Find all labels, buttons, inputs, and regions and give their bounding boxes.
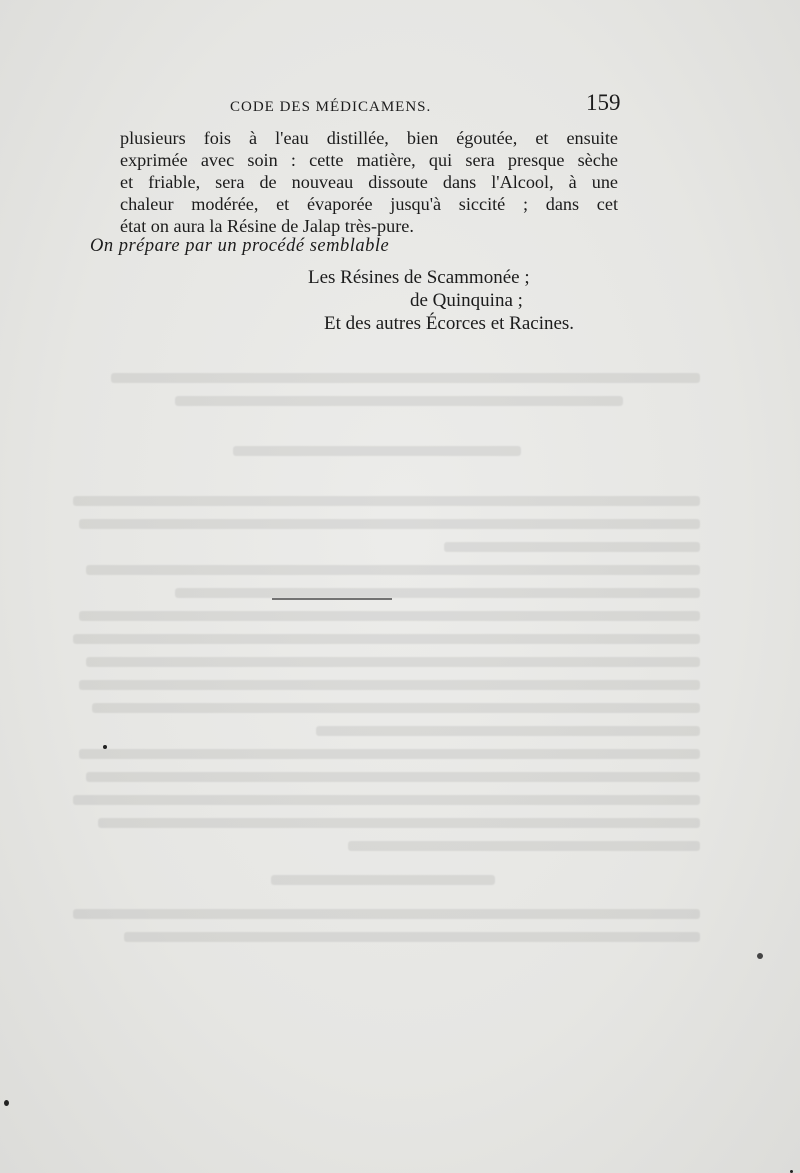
paragraph: [120, 127, 618, 237]
running-title: CODE DES MÉDICAMENS.: [230, 99, 432, 115]
ink-speck: [103, 745, 107, 749]
paragraph-line: chaleur modérée, et évaporée jusqu'à siccité ; dans cet: [120, 194, 618, 214]
section-rule: [272, 598, 392, 600]
list-line-quinquina: de Quinquina ;: [410, 290, 523, 311]
ink-speck: [757, 953, 763, 959]
paragraph-line: état on aura la Résine de Jalap très-pure.: [120, 216, 414, 236]
show-through-text: [60, 360, 700, 980]
paragraph-line: exprimée avec soin : cette matière, qui sera presque sèche: [120, 150, 618, 170]
italic-note: On prépare par un procédé semblable: [90, 236, 390, 256]
page-number: 159: [586, 90, 621, 115]
list-line-ecorces: Et des autres Écorces et Racines.: [324, 313, 575, 334]
list-line-scammonee: Les Résines de Scammonée ;: [308, 267, 530, 288]
paragraph-line: plusieurs fois à l'eau distillée, bien égoutée, et ensuite: [120, 128, 618, 148]
paragraph-line: et friable, sera de nouveau dissoute dans l'Alcool, à une: [120, 172, 618, 192]
ink-speck: [4, 1100, 9, 1106]
